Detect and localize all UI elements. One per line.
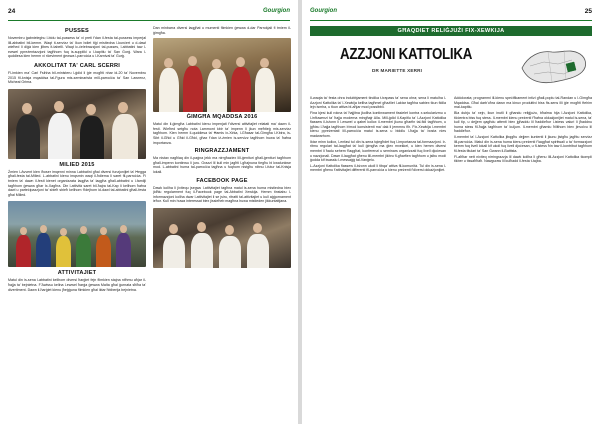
article-title: AZZJONI KATTOLIKA bbox=[340, 46, 473, 63]
body-facebook: Dawk kollha li jixtiequ jsegwu l-attivitajiet tagħna matul is-sena huma mistiedna biex jidħlu regolarment fuq il-Facebook page tal-Abbatini Xewkija. Hemm tinstabu l-informazzjoni kollha dwar l-attivitajiet li se jsiru, ritratti tal-attivitajiet u kull aġġornament ieħor. Kull min huwa interessat biex jissieħeb magħna huwa mistieden jikkuntattjana. bbox=[153, 185, 291, 204]
right-column-a bbox=[310, 96, 446, 418]
photo-milied bbox=[8, 201, 146, 267]
left-page bbox=[0, 0, 298, 424]
left-brand: Gourgion bbox=[263, 8, 290, 14]
body-milied: Żmien l-Avvent kien iħoser imqenni minna l-abbatini għal diversi funzjonijiet ta' Ħegga għall-festa tal-Milied. L-abbatini kienu imqsmin waqt il-ħdiema li saret fil-parroċċa. Fi tmiem ta' dawn il-festi kienet organizzata laqgħa ta' laqgħa għall-abbatini u l-familji tagħhom ġewwa għar Ix-Xagħra. Din l-attività saret bil-ħajra tal-Kap li kellhom ħafna dawl u parteċipazzjoni ta' sbieħ sbieħ kellhom f'idejhom id-dawl tal-abbatini għall-festa għal Milied. bbox=[8, 169, 146, 197]
photo-gimgha-mqaddsa bbox=[153, 38, 291, 112]
left-column-a bbox=[8, 26, 146, 418]
heading-akkolitat: AKKOLITAT TA' CARL SCERRI bbox=[33, 62, 121, 69]
gozo-map-icon bbox=[518, 38, 590, 90]
left-running-header bbox=[0, 8, 298, 20]
right-para-a3: Iktar minn kollox, l-enfasi tul din is-sena tqiegħdet fuq l-importanza tal-formazzjoni. Ir-ritmu regolari tal-laqgħat ta' kull ġimgħa ma ġiex mxekkel, u kien hemm diversi membri li ħadu sehem f'laqgħat, konferenzi u seminars organizzati fuq livell djoċesan u nazzjonali. Dawn il-laqgħat għenu lill-membri jikbru fl-għarfien tagħhom u jsibu modi ġodda kif iwasslu l-messaġġ tal-Vanġelu. bbox=[310, 139, 446, 163]
right-para-b3: Il-membri ta' l-Azzjoni Kattolika jibqgħu dejjem kuntenti li jkunu jistgħu jagħtu servizz lill-parroċċa. Matul din is-sena huma kienu preżenti f'laqgħat spiritwali u ta' formazzjoni kemm fuq livell lokali kif ukoll fuq livell djoċesan, u fl-istess ħin taw il-kontribut tagħhom fil-festa titulari ta' San Ġwann il-Battista. bbox=[454, 135, 592, 153]
right-column-b bbox=[454, 96, 592, 418]
heading-milied: MILIED 2015 bbox=[59, 161, 95, 168]
right-para-a4: L-Azzjoni Kattolika flassew il-bżonn ukoll li tibqa' attiva fil-komunità. Tul din is-sena l-membri għenu f'attivitajiet differenti fil-parroċċa u kienu preżenti f'diversi okkażjonijiet. bbox=[310, 163, 446, 173]
right-running-header bbox=[302, 8, 600, 20]
right-page-number: 25 bbox=[584, 8, 592, 15]
left-page-number: 24 bbox=[8, 8, 16, 15]
right-brand: Gourgion bbox=[310, 8, 337, 14]
body-attivitajiet: Matul din is-sena l-abbatini kellhom diversi ħarġiet fejn flimkien stajna nifhmu aħjar il-ħajja ta' bejnietna. F'Awissu kellna l-ewwel ħarġa ġewwa Malta għal ġurnata sħiħa ta' divertiment. Dawn il-ħarġiet kienu jħeġġuna flimkien għal iktar ħbiberija bejnietna. bbox=[8, 278, 146, 292]
body-tail: Dan minbarra diversi laqgħat u mumenti flimkien ġewwa d-dar Parrokjali fi tmiem il-ġimgħa. bbox=[153, 26, 291, 35]
left-header-rule bbox=[8, 20, 290, 21]
section-banner: GĦAQDIET RELIĠJUŻI FIX-XEWKIJA bbox=[310, 26, 592, 36]
article-title-block bbox=[310, 40, 510, 84]
article-byline: DR MARIETTE XERRI bbox=[372, 68, 423, 73]
heading-facebook: FACEBOOK PAGE bbox=[196, 177, 248, 184]
body-ringrazzjament: Ma nistax nagħlaq din il-paġna jekk ma nirrgħaziex lill-ġenituri għall-ġenituri tagħhom għall-impenn kontinwu li juru. Grazzi lil kull min jagħti l-għajnuna tiegħu bi kwalunkwe mod. L-abbatini huma tal-parroċċa tagħna u fuqhom nistgħu nibnu l-futur tal-Knisja lokali. bbox=[153, 156, 291, 174]
right-para-b1: Addolorata; programmi ill-kienu speċifikament intizi għall-poplu tal-Randan u l-Ġimgħa Mqaddsa. Għal darb'oħra dawn ma kinux produttivi biss fis-sens illi ġie mogħti ftehim mal-kapitlu. bbox=[454, 96, 592, 110]
heading-gimgha: ĠIMGĦA MQADDSA 2016 bbox=[186, 114, 258, 121]
heading-ringrazzjament: RINGRAZZJAMENT bbox=[194, 148, 250, 155]
left-column-b bbox=[153, 26, 291, 418]
body-gimgha: Matul din il-ġimgħa l-abbatini kienu impenjati f'diversi attivitajiet relatati ma' dawn il-festi. Wieħed setgħu nota l-ammont kbir ta' impenn li jkun meħtieġ mis-servizz tagħhom. Kien hemm il-quddiesa ta' Ħamis ix-Xirka, l-Għasar tal-Ġimgħa l-Kbira, is-Sibt il-Għid u Għid il-Għid, għax f'dan iż-żmien is-servizz tagħhom huwa ta' ħafna importanza. bbox=[153, 122, 291, 145]
right-para-a2: Fina kjesi kull rokna ta' ħajjitna jkollha kontinwament tissielet kontra x-sekularizmu u l-influwenzi ta' ħajja moderna mingħajr Alla. Mill-ġdid il-Kapitlu ta' l-Azzjoni Kattolika flassew il-bżonn li l-ewwel u qabel kollox il-membri jkunu għarfin tal-fidi tagħhom, u jgħixu l-ħajja tagħhom b'mod konsistenti ma' dak li jemmnu fih. Fix-Xewkija l-membri kienu ppreżentati lill-parroċċa matul is-sena u biddlu l-ħajja ta' bosta nies madwarhom. bbox=[310, 110, 446, 138]
right-para-a1: Il-waqta ta' festa ohra indubbjament tindika t-trapass ta' sena ohra; sena li matulha l-Azzjoni Kattolika ta' l-Xewkija kellha tagħmel għażliet l-aktar tagħha sabiex tkun fidila lejn ismha, u tkun attiva bl-aħjar mod possibbli. bbox=[310, 96, 446, 110]
body-akkolitat: Fl-imkien ma' Carl Fsihha bil-ministeru l-ġdid li ġie mogħti nhar id-20 ta' Novembru 2015 fil-knisja mqaddsa tal-Fgura mis-seminarista mill-parroċċa ta' San Lawrenz, Micheal Grima. bbox=[8, 70, 146, 85]
heading-attivitajiet: ATTIVITAJIET bbox=[57, 270, 97, 277]
heading-pusses: PUSSES bbox=[65, 28, 89, 34]
right-para-b4: Fl-aħħar nett nixtieq nirringrazzja lil dawk kollha li għenu lill-Azzjoni Kattolika tkompli tikber u tissaħħaħ. Nawguraw lil kulħadd il-festa t-tajba. bbox=[454, 154, 592, 164]
right-para-b2: Bla dubju ta' xejn, ikun inutli li għandu reliġjużu, bħalma hija l-Azzjoni Kattolika, tiċċentra biss fuq stess. Il-membri kienu preżenti f'ħafna okkażjonijiet matul is-sena, ta' kull tip, u dejjem qagħdu attenti biex jgħaddu lil ħaddieħor l-istess valuri li jħaddnu huma stess fil-ħajja tagħhom ta' kuljum. Il-membri għamlu ħilithom biex jinvolvu lil ħaddieħor. bbox=[454, 110, 592, 134]
body-pusses: Novembru ġabnieleghu l-bidu tal-pussess ta' xi preti f'dan il-festa tal-pussess imperjal lill-abbatini bil-kemm. Waqt it-servizz ta' Ikun bdiet tiġi mistiedna l-kunċert u d-dawl wieħed li diġà kien jilbes it-tabelli. Waqt ic-ċelebrazzjoni tal-pusses, l-abbatini taw l-ewwel ppreżentazzjoni tagħhom fuq is-suppliki u l-kapitlu ta' San Ġorġ. Wara l-quddiesa kien hemm xi riċeviment ġewwa l-parroċċa u l-Karnival ta' Ġurġ. bbox=[8, 36, 146, 59]
photo-akkolitat bbox=[8, 89, 146, 159]
photo-facebook bbox=[153, 208, 291, 268]
right-page bbox=[302, 0, 600, 424]
right-header-rule bbox=[310, 20, 592, 21]
